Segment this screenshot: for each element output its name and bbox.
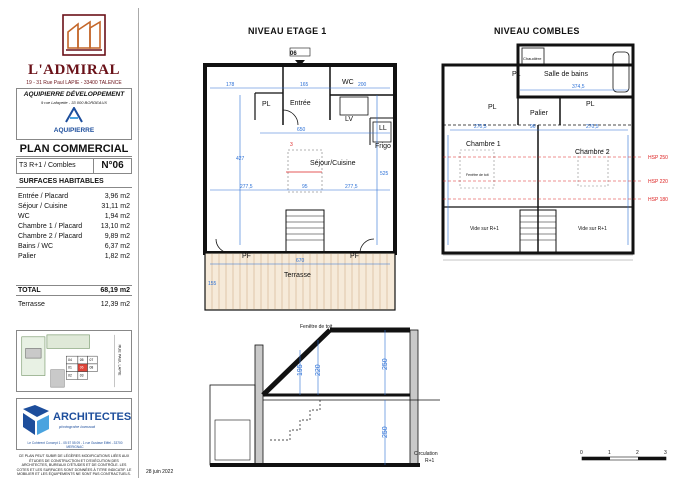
scale-label: 3 <box>664 450 667 456</box>
room-label-wc: WC <box>342 79 354 86</box>
void-label: Vide sur R+1 <box>470 226 499 232</box>
attic-heading: NIVEAU COMBLES <box>494 26 580 36</box>
plan-title: PLAN COMMERCIAL <box>16 143 132 157</box>
unit-label: 03 <box>79 373 84 378</box>
level1-heading: NIVEAU ETAGE 1 <box>248 26 327 36</box>
unit-label: 05 <box>79 358 84 362</box>
scale-label: 1 <box>608 450 611 456</box>
scale-label: 0 <box>580 450 583 456</box>
scale-label: 2 <box>636 450 639 456</box>
placard-label: PL <box>586 101 595 108</box>
ll-label: LL <box>379 125 387 132</box>
section-heights <box>297 358 389 438</box>
void-label: Vide sur R+1 <box>578 226 607 232</box>
hsp-labels <box>648 155 668 203</box>
height-label: 250 <box>382 358 389 370</box>
architect-name: ARCHITECTES <box>53 411 132 423</box>
unit-label: 04 <box>68 358 72 362</box>
street-label: RUE PAUL LAPIE <box>117 344 123 376</box>
pf-label: PF <box>350 253 359 260</box>
apartment-type: T3 R+1 / Combles <box>19 162 76 169</box>
dimension-label: 277,5 <box>345 184 358 190</box>
room-label-ch1: Chambre 1 <box>466 141 501 148</box>
unit-label: 02 <box>68 373 72 378</box>
brand-name: L'ADMIRAL <box>27 62 120 78</box>
list-item: Entrée / Placard 3,96 m2 <box>18 193 130 200</box>
dimension-label: 650 <box>297 127 306 133</box>
circulation-label: Circulation <box>414 451 438 457</box>
height-label: 220 <box>315 364 322 376</box>
disclaimer: CE PLAN PEUT SUBIR DE LÉGÈRES MODIFICATIONS LIÉES AUX ÉTUDES DE CONSTRUCTION ET D'EXÉCUTION DES ARCHITECTES, BUREAUX D'ÉTUDES ET DE CONTRÔLE. LES COTES ET LES SURFACES SONT DONNÉES À TITRE INDICATIF. LE MOBILIER ET LES ÉQUIPEMENTS NE SONT PAS CONTRACTUELS. <box>16 454 132 477</box>
total-row: TOTAL 68,19 m2 <box>18 287 130 294</box>
scale-labels <box>580 450 667 456</box>
pf-label: PF <box>242 253 251 260</box>
architect-sub: photograhe burnaud <box>59 424 96 429</box>
dimension-label: 178 <box>226 82 235 88</box>
dimension-label: 374,5 <box>572 84 585 90</box>
dimension-label: 670 <box>296 258 305 264</box>
door-number: 06 <box>290 51 297 57</box>
roof-window-note: Fenêtre de toit <box>466 173 489 177</box>
lv-label: LV <box>345 116 354 123</box>
roof-window-label: Fenêtre de toit <box>300 324 333 330</box>
surfaces-title: SURFACES HABITABLES <box>16 176 132 188</box>
list-item: Séjour / Cuisine 31,11 m2 <box>18 203 130 210</box>
dimension-label: 270,5 <box>586 124 599 130</box>
hsp-label: HSP 220 <box>648 179 668 185</box>
hsp-label: HSP 250 <box>648 155 668 161</box>
room-label-palier: Palier <box>530 110 548 117</box>
level1-labels <box>242 51 391 279</box>
section-drawing <box>210 330 440 465</box>
room-label-terrasse: Terrasse <box>284 272 311 279</box>
unit-label: 01 <box>68 365 72 370</box>
developer-logo-text: AQUIPIERRE <box>53 127 95 134</box>
list-item: Chambre 2 / Placard 9,89 m2 <box>18 233 130 240</box>
dimension-label: 427 <box>236 156 245 162</box>
dimension-label: 277,5 <box>240 184 253 190</box>
room-label-sdb: Salle de bains <box>544 71 588 78</box>
dimension-label: 200 <box>358 82 367 88</box>
architect-footer: Le Cohérent Concept 1 - 05 57 55 09 - 1 rue Gustave Eiffel - 33700 MERIGNAC <box>27 441 123 449</box>
unit-label: 08 <box>89 365 94 370</box>
developer-name: AQUIPIERRE DÉVELOPPEMENT <box>23 91 125 98</box>
frigo-label: Frigo <box>375 143 391 150</box>
height-label: 195 <box>297 364 304 376</box>
brand-address: 19 - 31 Rue Paul LAPIE - 33400 TALENCE <box>26 80 122 86</box>
plan-date: 28 juin 2022 <box>146 469 174 475</box>
unit-label: 07 <box>89 358 94 362</box>
lot-number: N°06 <box>93 159 131 173</box>
placard-label: PL <box>488 104 497 111</box>
scale-bar <box>582 457 666 460</box>
unit-label: 06 <box>79 365 84 370</box>
room-label-sejour: Séjour/Cuisine <box>310 160 356 167</box>
room-label-ch2: Chambre 2 <box>575 149 610 156</box>
placard-label: PL <box>512 71 521 78</box>
list-item: WC 1,94 m2 <box>18 213 130 220</box>
height-label: 250 <box>382 426 389 438</box>
dimension-label: 165 <box>300 82 309 88</box>
room-label-entree: Entrée <box>290 100 311 107</box>
placard-label: PL <box>262 101 271 108</box>
list-item: Palier 1,82 m2 <box>18 253 130 260</box>
terrace-row: Terrasse 12,39 m2 <box>18 301 130 308</box>
dimension-label: 525 <box>380 171 389 177</box>
dimension-label: 95 <box>302 184 308 190</box>
dimension-label: 3 <box>290 142 293 148</box>
dimension-label: 96 <box>530 124 536 130</box>
list-item: Bains / WC 6,37 m2 <box>18 243 130 250</box>
circulation-sub: R+1 <box>425 458 435 464</box>
boiler-label: Chaudière <box>523 56 542 61</box>
dimension-label: 270,5 <box>474 124 487 130</box>
hsp-label: HSP 180 <box>648 197 668 203</box>
dimension-label: 155 <box>208 281 217 287</box>
developer-address: 9 rue Lafayette - 33 000 BORDEAUX <box>40 100 108 105</box>
list-item: Chambre 1 / Placard 13,10 m2 <box>18 223 130 230</box>
